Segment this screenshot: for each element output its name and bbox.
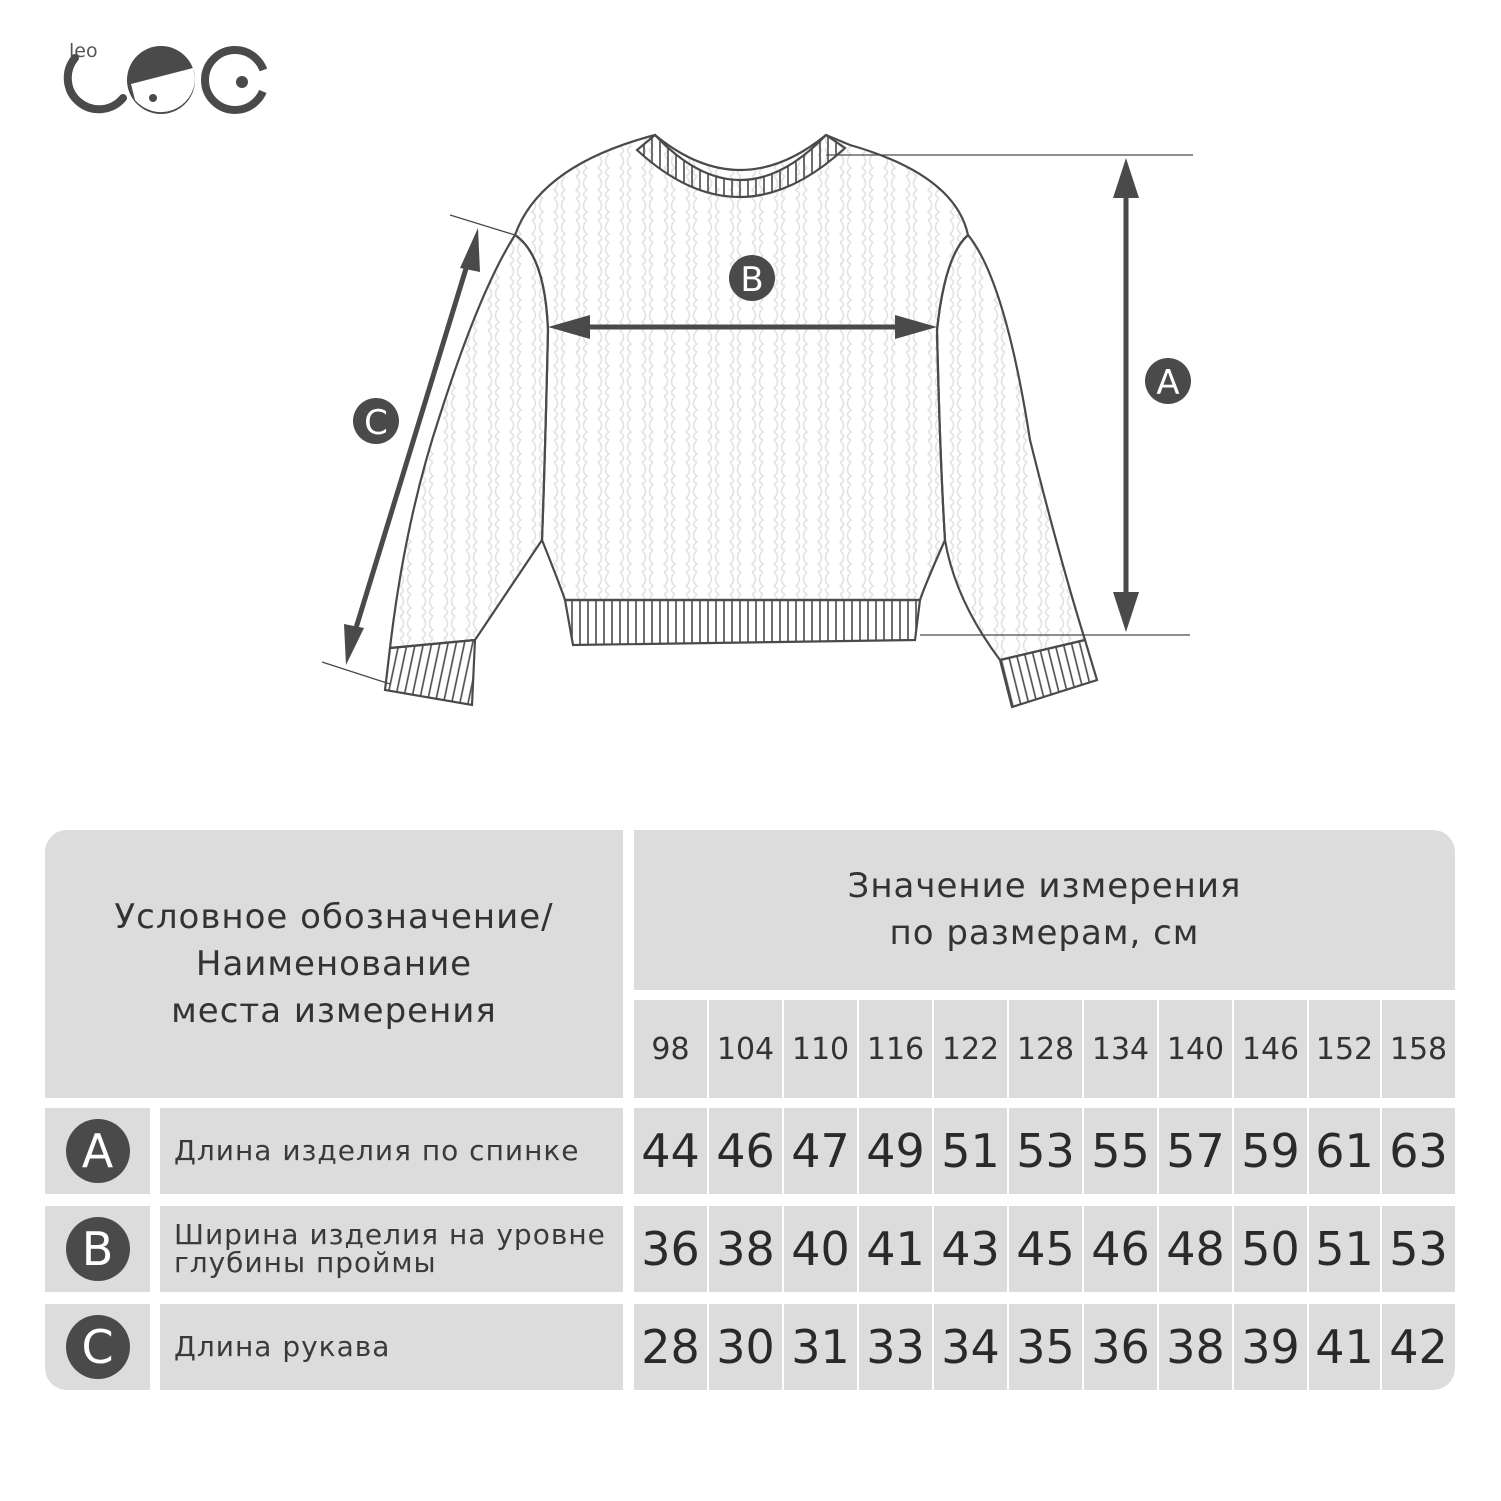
value-cell: 63 (1382, 1108, 1455, 1194)
size-header-cell: 134 (1084, 1000, 1157, 1098)
value-cell: 50 (1234, 1206, 1307, 1292)
value-cell: 35 (1009, 1304, 1082, 1390)
value-cell: 38 (709, 1206, 782, 1292)
value-cell: 30 (709, 1304, 782, 1390)
size-header-cell: 128 (1009, 1000, 1082, 1098)
row-name-line: Длина рукава (174, 1330, 391, 1363)
value-cell: 59 (1234, 1108, 1307, 1194)
value-cell: 53 (1009, 1108, 1082, 1194)
row-name-cell (160, 1108, 623, 1194)
value-cell: 40 (784, 1206, 857, 1292)
header-left-line: Наименование (195, 943, 473, 984)
value-cell: 51 (934, 1108, 1007, 1194)
marker-c (353, 398, 399, 444)
row-name-line: Ширина изделия на уровне (174, 1218, 606, 1251)
value-cell: 39 (1234, 1304, 1307, 1390)
size-header-cell: 146 (1234, 1000, 1307, 1098)
value-cell: 45 (1009, 1206, 1082, 1292)
row-letter-badge: B (66, 1217, 130, 1281)
value-cell: 34 (934, 1304, 1007, 1390)
value-cell: 41 (859, 1206, 932, 1292)
value-cell: 61 (1309, 1108, 1380, 1194)
value-cell: 46 (1084, 1206, 1157, 1292)
row-letter-cell (45, 1304, 150, 1390)
value-cell: 44 (634, 1108, 707, 1194)
size-header-cell: 116 (859, 1000, 932, 1098)
value-cell: 47 (784, 1108, 857, 1194)
value-cell: 49 (859, 1108, 932, 1194)
value-cell: 57 (1159, 1108, 1232, 1194)
value-cell: 48 (1159, 1206, 1232, 1292)
size-header-cell: 98 (634, 1000, 707, 1098)
value-cell: 36 (634, 1206, 707, 1292)
row-name-cell (160, 1304, 623, 1390)
header-left-line: места измерения (171, 990, 497, 1031)
value-cell: 28 (634, 1304, 707, 1390)
size-header-cell: 110 (784, 1000, 857, 1098)
size-table (45, 830, 1455, 1392)
size-header-cell: 152 (1309, 1000, 1380, 1098)
row-name-line: Длина изделия по спинке (174, 1134, 580, 1167)
row-name-line: глубины проймы (174, 1246, 437, 1279)
value-cell: 43 (934, 1206, 1007, 1292)
value-cell: 55 (1084, 1108, 1157, 1194)
marker-a-label: A (1156, 363, 1180, 403)
value-cell: 53 (1382, 1206, 1455, 1292)
size-header-cell: 122 (934, 1000, 1007, 1098)
header-measurement-name (45, 830, 623, 1098)
row-name-cell (160, 1206, 623, 1292)
row-letter-cell (45, 1108, 150, 1194)
size-header-cell: 158 (1382, 1000, 1455, 1098)
marker-b (729, 255, 775, 301)
value-cell: 31 (784, 1304, 857, 1390)
marker-a (1145, 358, 1191, 404)
value-cell: 33 (859, 1304, 932, 1390)
header-size-values (634, 830, 1455, 990)
value-cell: 46 (709, 1108, 782, 1194)
row-letter-badge: A (66, 1119, 130, 1183)
value-cell: 51 (1309, 1206, 1380, 1292)
value-cell: 41 (1309, 1304, 1380, 1390)
logo-text: leo (69, 40, 98, 62)
row-letter-cell (45, 1206, 150, 1292)
size-header-cell: 104 (709, 1000, 782, 1098)
marker-b-label: B (740, 260, 764, 300)
header-left-line: Условное обозначение/ (114, 896, 554, 937)
marker-c-label: C (364, 403, 388, 443)
header-right-line: Значение измерения (847, 866, 1242, 906)
size-header-cell: 140 (1159, 1000, 1232, 1098)
header-right-line: по размерам, см (889, 913, 1200, 953)
value-cell: 38 (1159, 1304, 1232, 1390)
value-cell: 36 (1084, 1304, 1157, 1390)
row-letter-badge: C (66, 1315, 130, 1379)
value-cell: 42 (1382, 1304, 1455, 1390)
